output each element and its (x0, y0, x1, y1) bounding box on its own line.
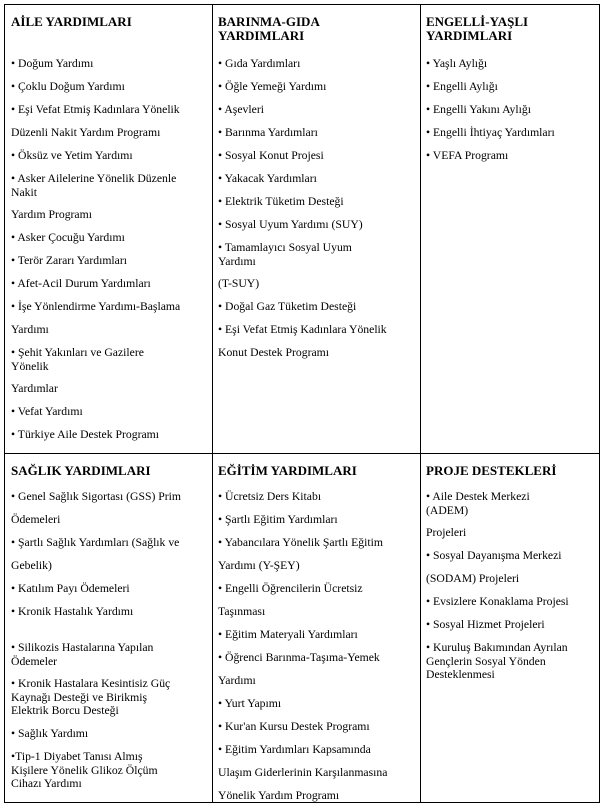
cell-project-support (420, 453, 601, 802)
list-item-line: • Gıda Yardımları (218, 57, 301, 70)
list-item-line: • Aşevleri (218, 103, 264, 116)
list-item-line: Yardım Programı (11, 208, 92, 221)
list-item (218, 57, 414, 71)
list-item (11, 80, 206, 94)
list-item-line: • Engelli Öğrencilerin Ücretsiz (218, 582, 363, 595)
list-item-line: • Çoklu Doğum Yardımı (11, 80, 125, 93)
list-item-line: Yardımı (218, 674, 256, 687)
list-item (11, 559, 206, 573)
list-item (11, 208, 206, 222)
cell-header: SAĞLIK YARDIMLARI (11, 463, 151, 478)
list-item (11, 254, 206, 268)
list-item-line: Ödemeleri (11, 513, 61, 526)
list-item-line: Konut Destek Programı (218, 346, 330, 359)
list-item (218, 80, 414, 94)
cell-header: AİLE YARDIMLARI (11, 14, 132, 29)
list-item (11, 300, 206, 314)
list-item (426, 57, 595, 71)
list-item (426, 490, 595, 517)
list-item (218, 743, 414, 757)
list-item (11, 382, 206, 396)
list-item-line: • Engelli Aylığı (426, 80, 498, 93)
list-item-line: Kişilere Yönelik Glikoz Ölçüm (11, 763, 158, 777)
list-item-line: • İşe Yönlendirme Yardımı-Başlama (11, 300, 181, 313)
list-item-line: • VEFA Programı (426, 149, 509, 162)
list-item-line: • Katılım Payı Ödemeleri (11, 582, 130, 595)
list-item (218, 582, 414, 596)
list-item (218, 651, 414, 665)
list-item (218, 513, 414, 527)
list-item-line: • Asker Çocuğu Yardımı (11, 231, 125, 244)
cell-disabled-elderly-aid (420, 5, 601, 453)
list-item-line: • Evsizlere Konaklama Projesi (426, 595, 569, 608)
list-item (11, 605, 206, 619)
list-item-line: • Sosyal Dayanışma Merkezi (426, 549, 562, 562)
list-item (426, 549, 595, 563)
list-item-line: • Aile Destek Merkezi (426, 490, 530, 503)
list-item-line: Elektrik Borcu Desteği (11, 704, 119, 717)
list-item (218, 697, 414, 711)
list-item-line: • Şehit Yakınları ve Gazilere (11, 346, 144, 359)
list-item (11, 405, 206, 419)
list-item (218, 346, 414, 360)
list-item (218, 126, 414, 140)
list-item-line: • Terör Zararı Yardımları (11, 254, 127, 267)
list-item-line: Ödemeler (11, 654, 58, 668)
list-item-line: • Ücretsiz Ders Kitabı (218, 490, 322, 503)
list-item-line: • Barınma Yardımları (218, 126, 318, 139)
list-item (11, 582, 206, 596)
list-item-line: • Yabancılara Yönelik Şartlı Eğitim (218, 536, 383, 549)
list-item (11, 750, 206, 791)
list-item (426, 526, 595, 540)
cell-header: PROJE DESTEKLERİ (426, 463, 557, 478)
list-item (218, 277, 414, 291)
list-item-line: • Öğle Yemeği Yardımı (218, 80, 327, 93)
cell-header: ENGELLİ-YAŞLI YARDIMLARI (426, 14, 529, 43)
list-item (426, 103, 595, 117)
list-item (218, 559, 414, 573)
list-item-line: •Tip-1 Diyabet Tanısı Almış (11, 750, 143, 763)
list-item (11, 103, 206, 117)
list-item-line: • Türkiye Aile Destek Programı (11, 428, 159, 441)
list-item (11, 57, 206, 71)
list-item-line: • Öğrenci Barınma-Taşıma-Yemek (218, 651, 380, 664)
list-item-line: • Sosyal Uyum Yardımı (SUY) (218, 218, 363, 231)
list-item (218, 300, 414, 314)
list-item (218, 789, 414, 803)
list-item-line: • Engelli Yakını Aylığı (426, 103, 531, 116)
list-item (426, 595, 595, 609)
list-item (218, 195, 414, 209)
cell-header: BARINMA-GIDA YARDIMLARI (218, 14, 320, 43)
list-item-line: • Kur'an Kursu Destek Programı (218, 720, 370, 733)
list-item-line: • Eşi Vefat Etmiş Kadınlara Yönelik (11, 103, 180, 116)
list-item-line: • Şartlı Sağlık Yardımları (Sağlık ve (11, 536, 180, 549)
list-item (11, 641, 206, 668)
list-item-line: • Yurt Yapımı (218, 697, 282, 710)
list-item-line: Yardımı (Y-ŞEY) (218, 559, 300, 572)
list-item (426, 149, 595, 163)
list-item (11, 149, 206, 163)
list-item-line: • Kronik Hastalık Yardımı (11, 605, 134, 618)
list-item-line: • Eğitim Materyali Yardımları (218, 628, 358, 641)
list-item-line: Gebelik) (11, 559, 52, 572)
list-item (11, 513, 206, 527)
list-item (218, 766, 414, 780)
list-item-line: • Şartlı Eğitim Yardımları (218, 513, 338, 526)
list-item (426, 126, 595, 140)
list-item-line: • Vefat Yardımı (11, 405, 83, 418)
list-item (11, 727, 206, 741)
list-item (11, 677, 206, 718)
list-item (218, 674, 414, 688)
list-item-line: Kaynağı Desteği ve Birikmiş (11, 690, 148, 704)
list-item-line: • Yakacak Yardımları (218, 172, 317, 185)
list-item (218, 218, 414, 232)
list-item-line: • Doğum Yardımı (11, 57, 94, 70)
cell-housing-food-aid (212, 5, 420, 453)
list-item-line: • Yaşlı Aylığı (426, 57, 488, 70)
list-item-line: Taşınması (218, 605, 266, 618)
list-item-line: Desteklenmesi (426, 668, 495, 681)
list-item-line: Yardımı (11, 323, 49, 336)
list-item-line: • Eşi Vefat Etmiş Kadınlara Yönelik (218, 323, 387, 336)
list-item (11, 428, 206, 442)
list-item (218, 536, 414, 550)
list-item-line: (ADEM) (426, 503, 469, 517)
list-item (11, 277, 206, 291)
list-item-line: • Elektrik Tüketim Desteği (218, 195, 344, 208)
cell-education-aid (212, 453, 420, 802)
list-item (426, 572, 595, 586)
list-item-line: Ulaşım Giderlerinin Karşılanmasına (218, 766, 388, 779)
list-item-line: Cihazı Yardımı (11, 777, 82, 790)
list-item-line: Projeleri (426, 526, 467, 539)
list-item (218, 490, 414, 504)
list-item-line: • Tamamlayıcı Sosyal Uyum (218, 241, 352, 254)
list-item (11, 346, 206, 373)
list-item (218, 323, 414, 337)
list-item (11, 536, 206, 550)
list-item-line: • Sağlık Yardımı (11, 727, 89, 740)
list-item-line: • Genel Sağlık Sigortası (GSS) Prim (11, 490, 181, 503)
list-item-line: • Sosyal Konut Projesi (218, 149, 324, 162)
list-item-line: • Sosyal Hizmet Projeleri (426, 618, 545, 631)
list-item-line: • Engelli İhtiyaç Yardımları (426, 126, 555, 139)
list-item (218, 172, 414, 186)
list-item (218, 605, 414, 619)
list-item-line: • Kuruluş Bakımından Ayrılan (426, 641, 568, 654)
list-item (426, 618, 595, 632)
list-item-line: • Öksüz ve Yetim Yardımı (11, 149, 133, 162)
list-item-line: (T-SUY) (218, 277, 260, 290)
list-item-line: • Afet-Acil Durum Yardımları (11, 277, 151, 290)
list-item (218, 720, 414, 734)
list-item (11, 323, 206, 337)
list-item-line: Yardımlar (11, 382, 58, 395)
cell-header: EĞİTİM YARDIMLARI (218, 463, 357, 478)
list-item-line: • Kronik Hastalara Kesintisiz Güç (11, 677, 171, 690)
list-item (11, 126, 206, 140)
list-item-line: Nakit (11, 185, 37, 199)
list-item (11, 172, 206, 199)
list-item-line: Düzenli Nakit Yardım Programı (11, 126, 161, 139)
list-item (218, 149, 414, 163)
cell-family-aid (5, 5, 212, 453)
list-item-line: (SODAM) Projeleri (426, 572, 520, 585)
list-item-line: • Silikozis Hastalarına Yapılan (11, 641, 154, 654)
list-item (218, 628, 414, 642)
list-item-line: Gençlerin Sosyal Yönden (426, 654, 546, 668)
list-item-line: Yönelik Yardım Programı (218, 789, 340, 802)
list-item (426, 641, 595, 682)
list-item-line: • Eğitim Yardımları Kapsamında (218, 743, 371, 756)
list-item-line: • Asker Ailelerine Yönelik Düzenle (11, 172, 177, 185)
aid-programs-table (4, 4, 600, 803)
list-item (218, 103, 414, 117)
list-item-line: Yönelik (11, 359, 49, 373)
list-item-line: • Doğal Gaz Tüketim Desteği (218, 300, 357, 313)
list-item (11, 490, 206, 504)
list-item (426, 80, 595, 94)
cell-health-aid (5, 453, 212, 802)
list-item (218, 241, 414, 268)
list-item (11, 231, 206, 245)
list-item-line: Yardımı (218, 254, 256, 268)
